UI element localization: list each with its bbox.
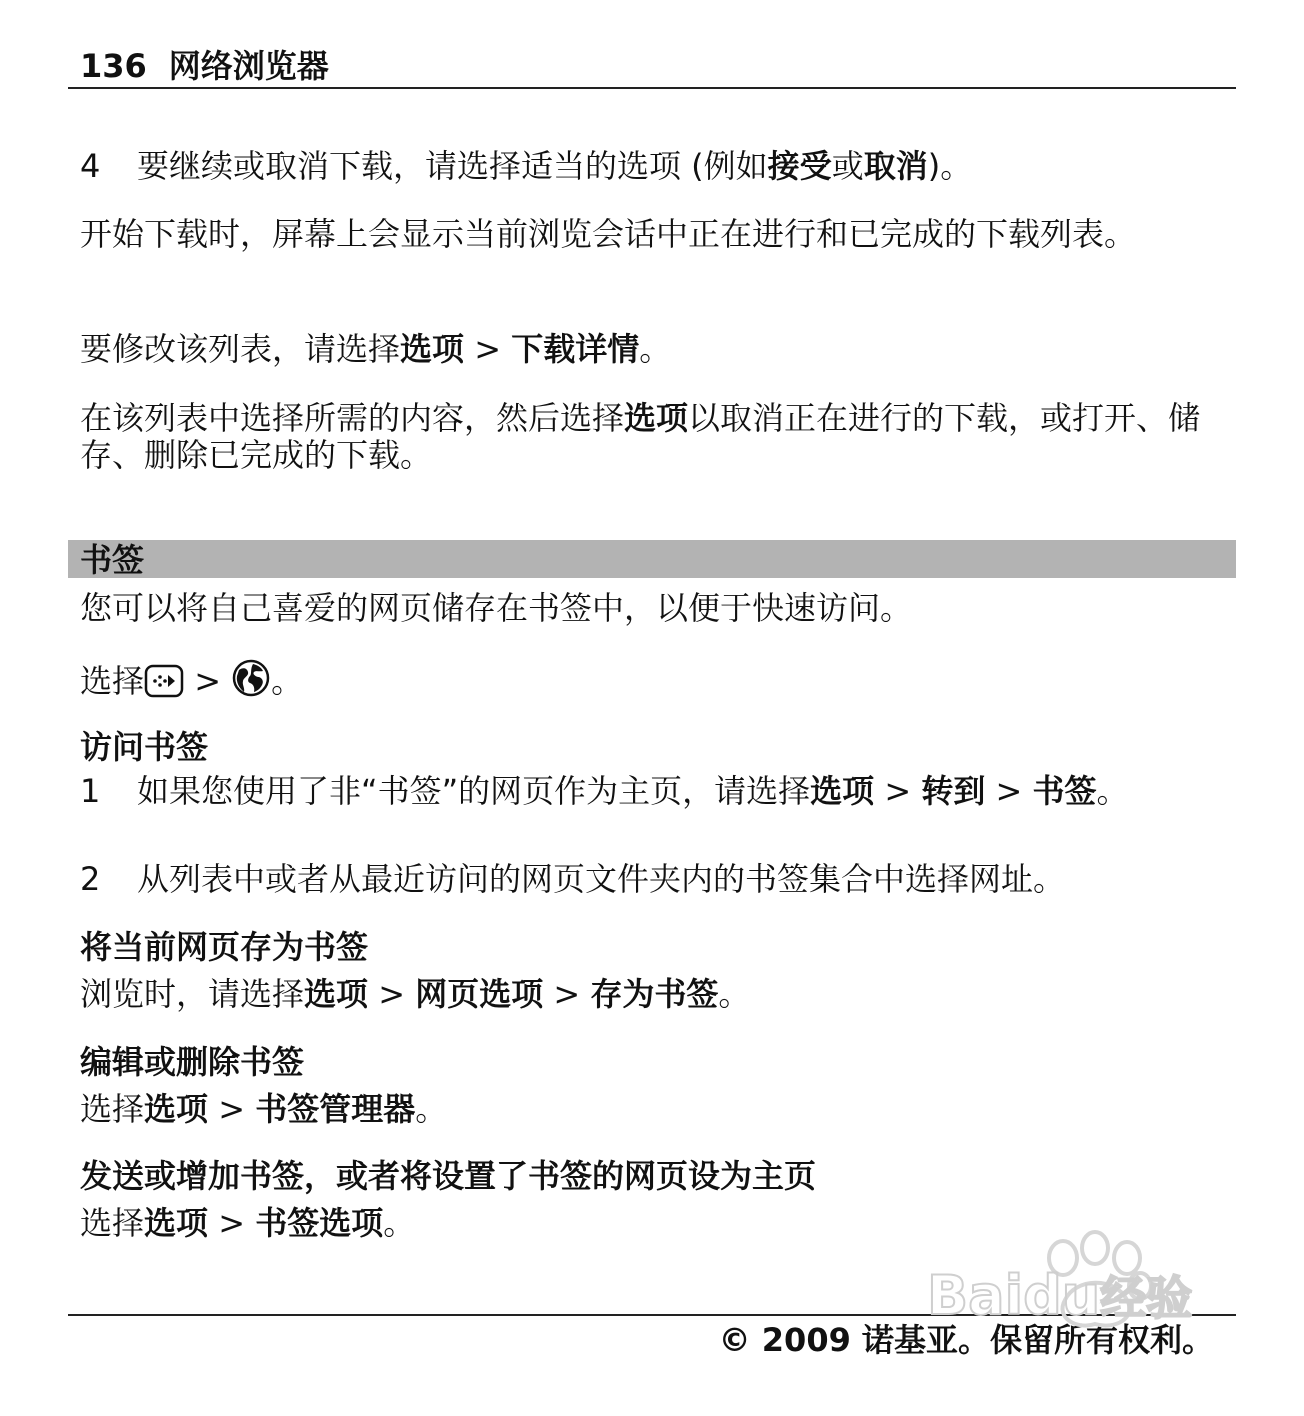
- paragraph-send-bookmark: 选择选项 > 书签选项。: [80, 1204, 416, 1242]
- baidu-watermark: [915, 1218, 1225, 1338]
- subheading-send-bookmark: 发送或增加书签，或者将设置了书签的网页设为主页: [80, 1157, 817, 1195]
- step-number: 1: [80, 772, 101, 810]
- subheading-save-bookmark: 将当前网页存为书签: [80, 928, 369, 966]
- save-bookmark-term: 存为书签: [590, 975, 719, 1013]
- page-options-term: 网页选项: [415, 975, 544, 1013]
- watermark-brand: Baidu: [927, 1264, 1101, 1327]
- copyright-footer: © 2009 诺基亚。保留所有权利。: [718, 1321, 1214, 1359]
- accept-term: 接受: [767, 147, 832, 185]
- cancel-term: 取消: [863, 147, 928, 185]
- paragraph-modify-list: 要修改该列表，请选择选项 > 下载详情。: [80, 330, 672, 368]
- step-text: 要继续或取消下载，请选择适当的选项 (例如接受或取消)。: [137, 147, 973, 185]
- download-details-term: 下载详情: [511, 330, 640, 368]
- step-number: 4: [80, 147, 101, 185]
- options-term: 选项: [144, 1204, 209, 1242]
- options-term: 选项: [400, 330, 465, 368]
- subheading-edit-bookmark: 编辑或删除书签: [80, 1043, 305, 1081]
- paragraph-select-content: 在该列表中选择所需的内容，然后选择选项以取消正在进行的下载，或打开、储存、删除已完成的下载。: [80, 399, 1201, 474]
- paragraph-select-icons: 选择 > 。: [80, 658, 1230, 706]
- step-text: 如果您使用了非“书签”的网页作为主页，请选择选项 > 转到 > 书签。: [137, 772, 1129, 810]
- step-number: 2: [80, 860, 101, 898]
- chapter-title: 网络浏览器: [168, 47, 329, 85]
- bookmarks-term: 书签: [1032, 772, 1097, 810]
- options-term: 选项: [810, 772, 875, 810]
- step-1: [80, 773, 1230, 810]
- section-header-bar: [68, 540, 1236, 578]
- watermark-suffix: 经验: [1100, 1271, 1193, 1325]
- paragraph-download-list: 开始下载时，屏幕上会显示当前浏览会话中正在进行和已完成的下载列表。: [80, 215, 1137, 253]
- step-4: [80, 148, 1230, 185]
- options-term: 选项: [304, 975, 369, 1013]
- goto-term: 转到: [921, 772, 986, 810]
- paragraph-edit-bookmark: 选择选项 > 书签管理器。: [80, 1090, 448, 1128]
- options-term: 选项: [144, 1090, 209, 1128]
- step-text: 从列表中或者从最近访问的网页文件夹内的书签集合中选择网址。: [137, 860, 1066, 898]
- page-header: [80, 46, 329, 86]
- header-rule: [68, 87, 1236, 89]
- bookmark-manager-term: 书签管理器: [255, 1090, 416, 1128]
- step-2: [80, 861, 1230, 898]
- subheading-access-bookmarks: 访问书签: [80, 728, 209, 766]
- paragraph-save-bookmark: 浏览时，请选择选项 > 网页选项 > 存为书签。: [80, 975, 751, 1013]
- page-number: 136: [80, 47, 147, 85]
- options-term: 选项: [624, 399, 689, 437]
- bookmark-options-term: 书签选项: [255, 1204, 384, 1242]
- menu-key-icon: [144, 664, 184, 706]
- globe-icon: [231, 658, 271, 706]
- section-title: 书签: [80, 541, 145, 579]
- paragraph-bookmark-intro: 您可以将自己喜爱的网页储存在书签中，以便于快速访问。: [80, 589, 913, 627]
